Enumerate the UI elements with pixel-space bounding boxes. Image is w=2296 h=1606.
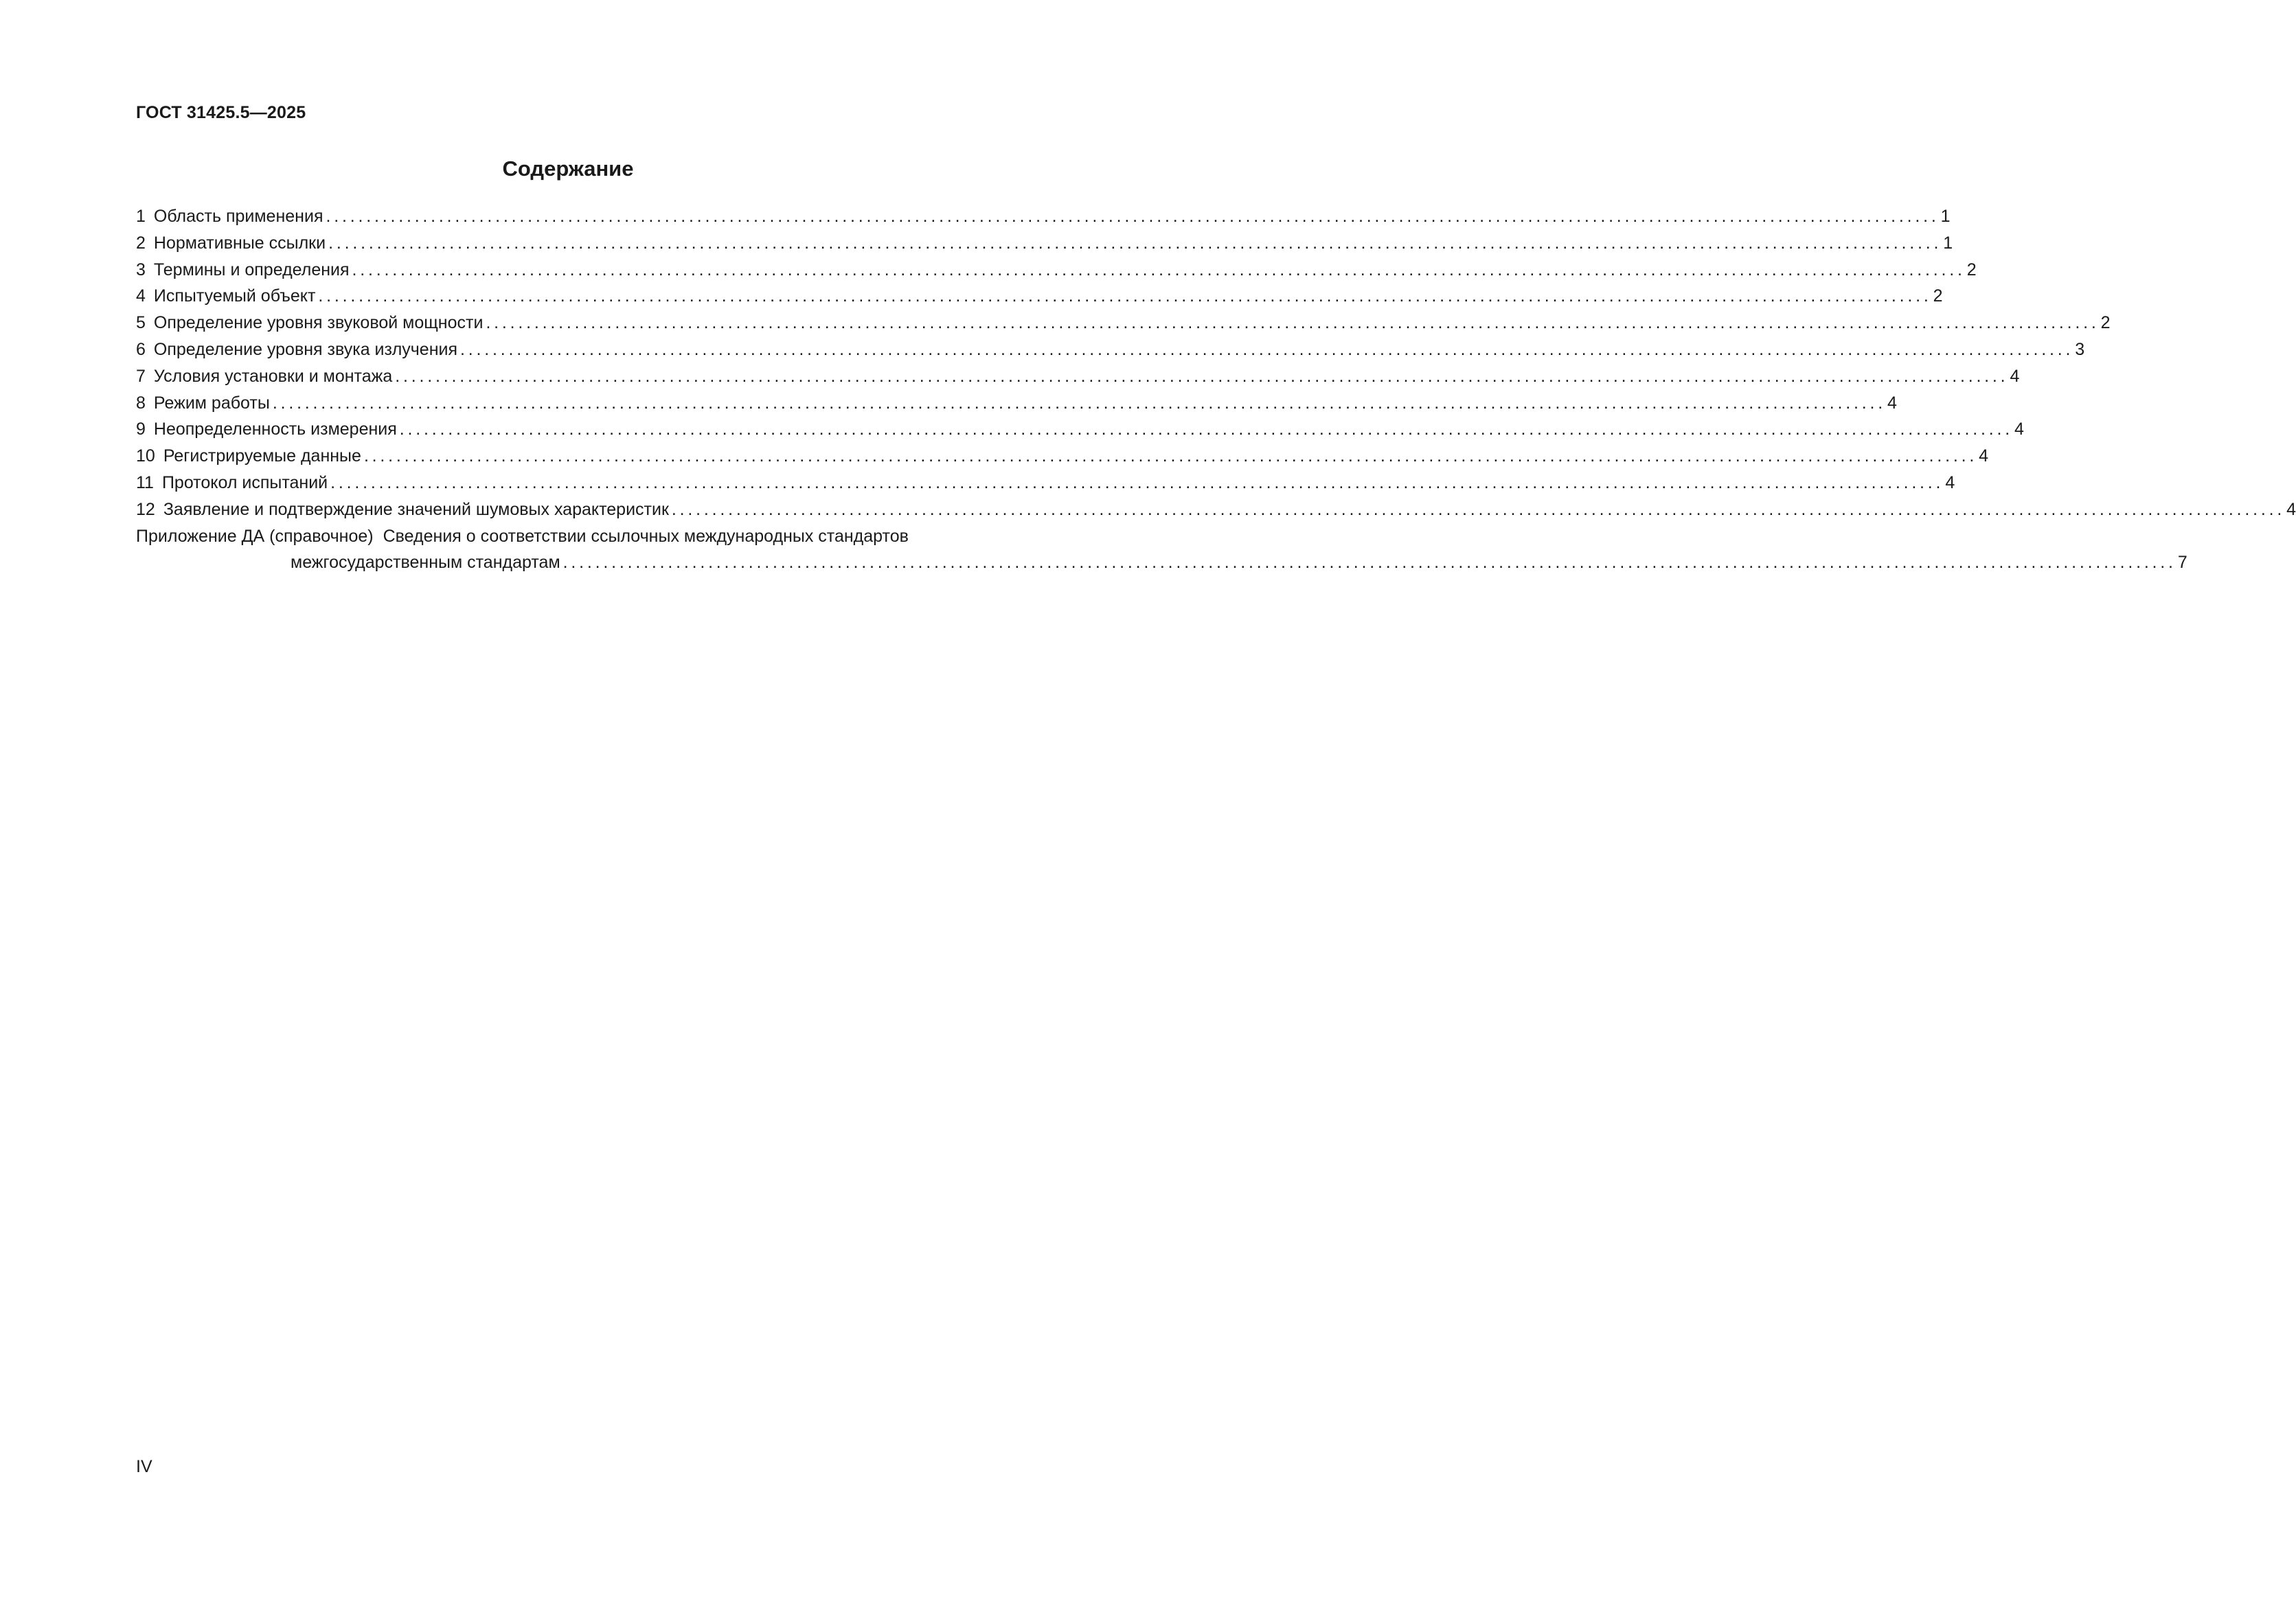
toc-entry[interactable] [136,496,2296,523]
dot-leader: ........................................................................................................................................................................................................ [328,233,1942,253]
toc-entry-page-number: 4 [2010,366,2020,386]
toc-entry[interactable] [136,310,2111,336]
toc-entry[interactable] [136,203,1951,230]
toc-entry-number: 10 [136,446,155,466]
document-code: ГОСТ 31425.5—2025 [136,103,306,122]
toc-entry-number: 1 [136,207,146,226]
toc-entry[interactable] [136,283,1943,310]
dot-leader: ........................................................................................................................................................................................................ [318,286,1932,306]
appendix-page-number: 7 [2177,553,2187,573]
dot-leader: ........................................................................................................................................................................................................ [363,446,1978,466]
appendix-line-1 [136,523,1063,550]
toc-entry-label: Определение уровня звука излучения [153,339,458,359]
toc-entry[interactable] [136,336,2085,363]
toc-entry-label: Протокол испытаний [161,472,328,492]
dot-leader: ........................................................................................................................................................................................................ [399,420,2013,439]
toc-entry[interactable] [136,443,1989,470]
toc-entry-number: 7 [136,366,146,386]
toc-entry-label: Условия установки и монтажа [153,366,393,386]
toc-entry-number: 3 [136,260,146,279]
dot-leader: ........................................................................................................................................................................................................ [486,313,2100,333]
appendix-title-line-1: Сведения о соответствии ссылочных международных стандартов [383,526,909,546]
toc-entry-label: Область применения [153,207,323,226]
toc-appendix-entry[interactable] [136,523,2187,577]
table-of-contents [136,203,2296,576]
toc-title: Содержание [502,157,634,181]
toc-entry[interactable] [136,470,1955,496]
toc-entry-number: 12 [136,499,155,519]
toc-entry[interactable] [136,416,2024,443]
toc-entry-page-number: 4 [2014,420,2024,439]
dot-leader: ........................................................................................................................................................................................................ [326,207,1940,226]
toc-entry-page-number: 1 [1943,233,1953,253]
toc-entry-label: Заявление и подтверждение значений шумовых характеристик [163,499,669,519]
toc-entry-label: Нормативные ссылки [153,233,326,253]
toc-entry-number: 4 [136,286,146,306]
appendix-designation: Приложение ДА (справочное) [136,526,374,546]
toc-entry-label: Неопределенность измерения [153,420,397,439]
toc-entry-number: 11 [136,472,154,492]
toc-entry-label: Термины и определения [153,260,350,279]
dot-leader: ........................................................................................................................................................................................................ [272,393,1886,413]
dot-leader: ........................................................................................................................................................................................................ [562,553,2176,573]
toc-entry-number: 9 [136,420,146,439]
toc-entry-page-number: 2 [1933,286,1943,306]
dot-leader: ........................................................................................................................................................................................................ [330,472,1944,492]
toc-entry-number: 6 [136,339,146,359]
toc-entry-number: 2 [136,233,146,253]
toc-entry-label: Определение уровня звуковой мощности [153,313,484,333]
dot-leader: ........................................................................................................................................................................................................ [352,260,1966,279]
toc-entry[interactable] [136,230,1953,257]
appendix-title-line-2: межгосударственным стандартам [291,553,560,573]
toc-entries [136,203,2296,523]
toc-entry-label: Режим работы [153,393,270,413]
toc-entry-page-number: 4 [1979,446,1989,466]
toc-entry-page-number: 2 [1966,260,1977,279]
toc-entry-number: 8 [136,393,146,413]
dot-leader: ........................................................................................................................................................................................................ [460,339,2074,359]
toc-entry[interactable] [136,363,2020,390]
dot-leader: ........................................................................................................................................................................................................ [395,366,2009,386]
toc-entry-number: 5 [136,313,146,333]
toc-entry-page-number: 1 [1940,207,1951,226]
toc-entry-page-number: 4 [1887,393,1897,413]
toc-entry[interactable] [136,390,1897,417]
toc-entry-page-number: 4 [2286,499,2296,519]
toc-entry-label: Испытуемый объект [153,286,316,306]
toc-entry[interactable] [136,257,1977,284]
appendix-line-2 [136,549,2187,576]
toc-entry-page-number: 4 [1945,472,1955,492]
toc-entry-label: Регистрируемые данные [163,446,361,466]
toc-entry-page-number: 3 [2075,339,2085,359]
toc-entry-page-number: 2 [2100,313,2111,333]
page-number-footer: IV [136,1457,152,1476]
dot-leader: ........................................................................................................................................................................................................ [671,499,2286,519]
